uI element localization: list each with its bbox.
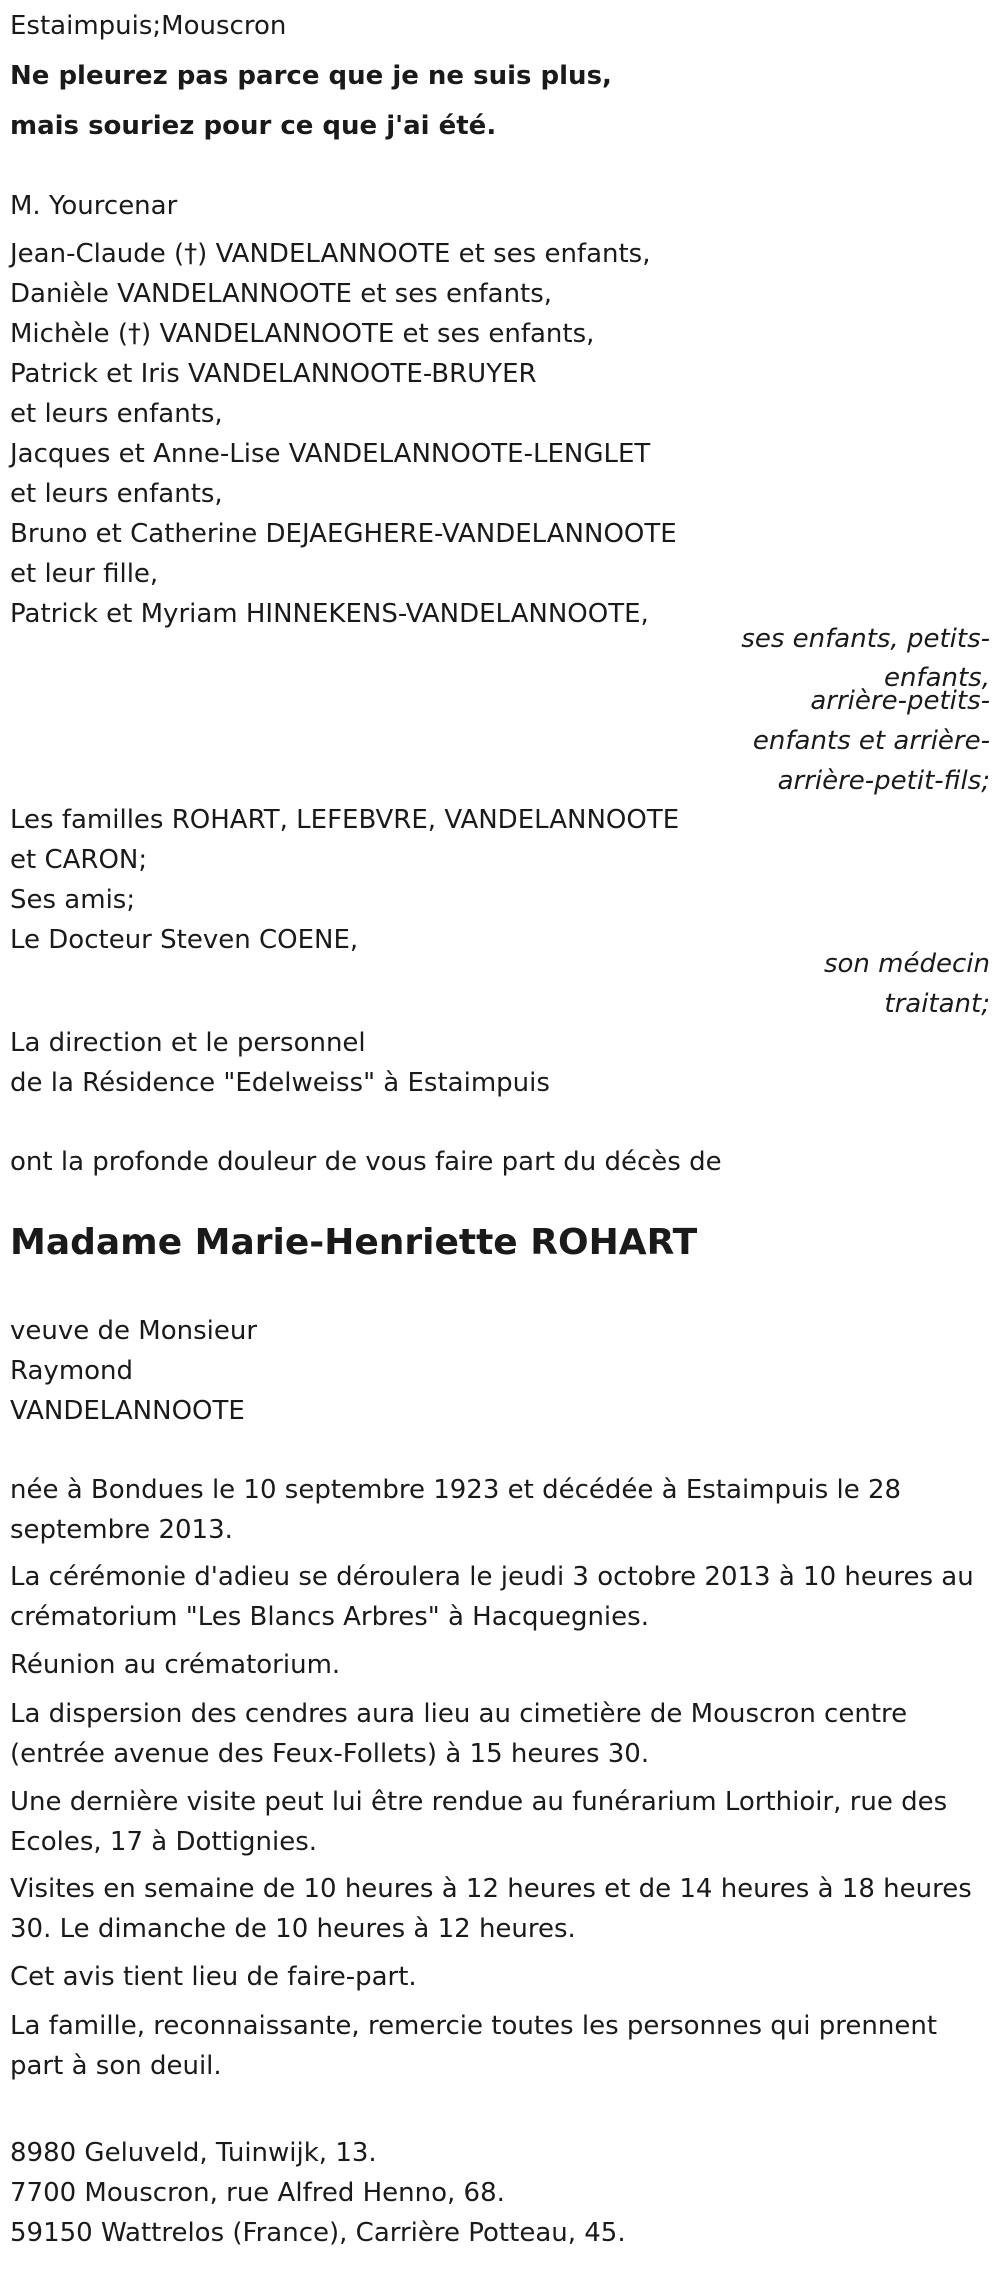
announcement: ont la profonde douleur de vous faire part du décès de — [10, 1147, 722, 1177]
detail-paragraph: La famille, reconnaissante, remercie toutes les personnes qui prennent part à son deuil. — [10, 2011, 938, 2081]
address-line: 8980 Geluveld, Tuinwijk, 13. — [10, 2138, 377, 2168]
family-line: et leurs enfants, — [10, 399, 223, 429]
family-role-line: enfants et arrière- — [752, 726, 990, 756]
detail-paragraph: Une dernière visite peut lui être rendue au funérarium Lorthioir, rue des Ecoles, 17 à Dottignies. — [10, 1787, 948, 1857]
detail-paragraph: La dispersion des cendres aura lieu au cimetière de Mouscron centre (entrée avenue des Feux-Follets) à 15 heures 30. — [10, 1699, 908, 1769]
doctor-role-line: traitant; — [884, 989, 990, 1019]
quote-line-1: Ne pleurez pas parce que je ne suis plus, — [10, 61, 612, 91]
detail-paragraph: La cérémonie d'adieu se déroulera le jeudi 3 octobre 2013 à 10 heures au crématorium "Les Blancs Arbres" à Hacquegnies. — [10, 1562, 974, 1632]
others-line: Le Docteur Steven COENE, — [10, 925, 359, 955]
others-line: Ses amis; — [10, 885, 136, 915]
doctor-role-line: son médecin — [823, 949, 990, 979]
spouse-line: Raymond — [10, 1356, 134, 1386]
detail-paragraph: née à Bondues le 10 septembre 1923 et décédée à Estaimpuis le 28 septembre 2013. — [10, 1475, 902, 1545]
detail-paragraph: Visites en semaine de 10 heures à 12 heures et de 14 heures à 18 heures 30. Le dimanche de 10 heures à 12 heures. — [10, 1874, 972, 1944]
family-role-line: ses enfants, petits- — [741, 624, 990, 654]
spouse-line: veuve de Monsieur — [10, 1316, 258, 1346]
address-line: 7700 Mouscron, rue Alfred Henno, 68. — [10, 2178, 505, 2208]
spouse-line: VANDELANNOOTE — [10, 1396, 245, 1426]
family-line: et leurs enfants, — [10, 479, 223, 509]
family-line: Jean-Claude (†) VANDELANNOOTE et ses enfants, — [10, 239, 651, 269]
others-line: Les familles ROHART, LEFEBVRE, VANDELANNOOTE — [10, 805, 680, 835]
family-line: Michèle (†) VANDELANNOOTE et ses enfants, — [10, 319, 595, 349]
family-line: Patrick et Iris VANDELANNOOTE-BRUYER — [10, 359, 537, 389]
header-location: Estaimpuis;Mouscron — [10, 11, 287, 41]
deceased-name: Madame Marie-Henriette ROHART — [10, 1222, 698, 1263]
family-role-line: enfants, — [883, 663, 990, 693]
family-line: Jacques et Anne-Lise VANDELANNOOTE-LENGLET — [10, 439, 651, 469]
family-role-line: arrière-petit-fils; — [777, 766, 990, 796]
others-line: et CARON; — [10, 845, 148, 875]
residence-line: La direction et le personnel — [10, 1028, 366, 1058]
detail-paragraph: Cet avis tient lieu de faire-part. — [10, 1962, 417, 1992]
detail-paragraph: Réunion au crématorium. — [10, 1650, 341, 1680]
quote-author: M. Yourcenar — [10, 191, 178, 221]
family-line: Danièle VANDELANNOOTE et ses enfants, — [10, 279, 553, 309]
residence-line: de la Résidence "Edelweiss" à Estaimpuis — [10, 1068, 550, 1098]
address-line: 59150 Wattrelos (France), Carrière Potteau, 45. — [10, 2218, 626, 2248]
family-line: Patrick et Myriam HINNEKENS-VANDELANNOOTE, — [10, 599, 649, 629]
family-line: Bruno et Catherine DEJAEGHERE-VANDELANNOOTE — [10, 519, 677, 549]
quote-line-2: mais souriez pour ce que j'ai été. — [10, 111, 497, 141]
family-role-line: arrière-petits- — [810, 686, 990, 716]
family-line: et leur fille, — [10, 559, 159, 589]
